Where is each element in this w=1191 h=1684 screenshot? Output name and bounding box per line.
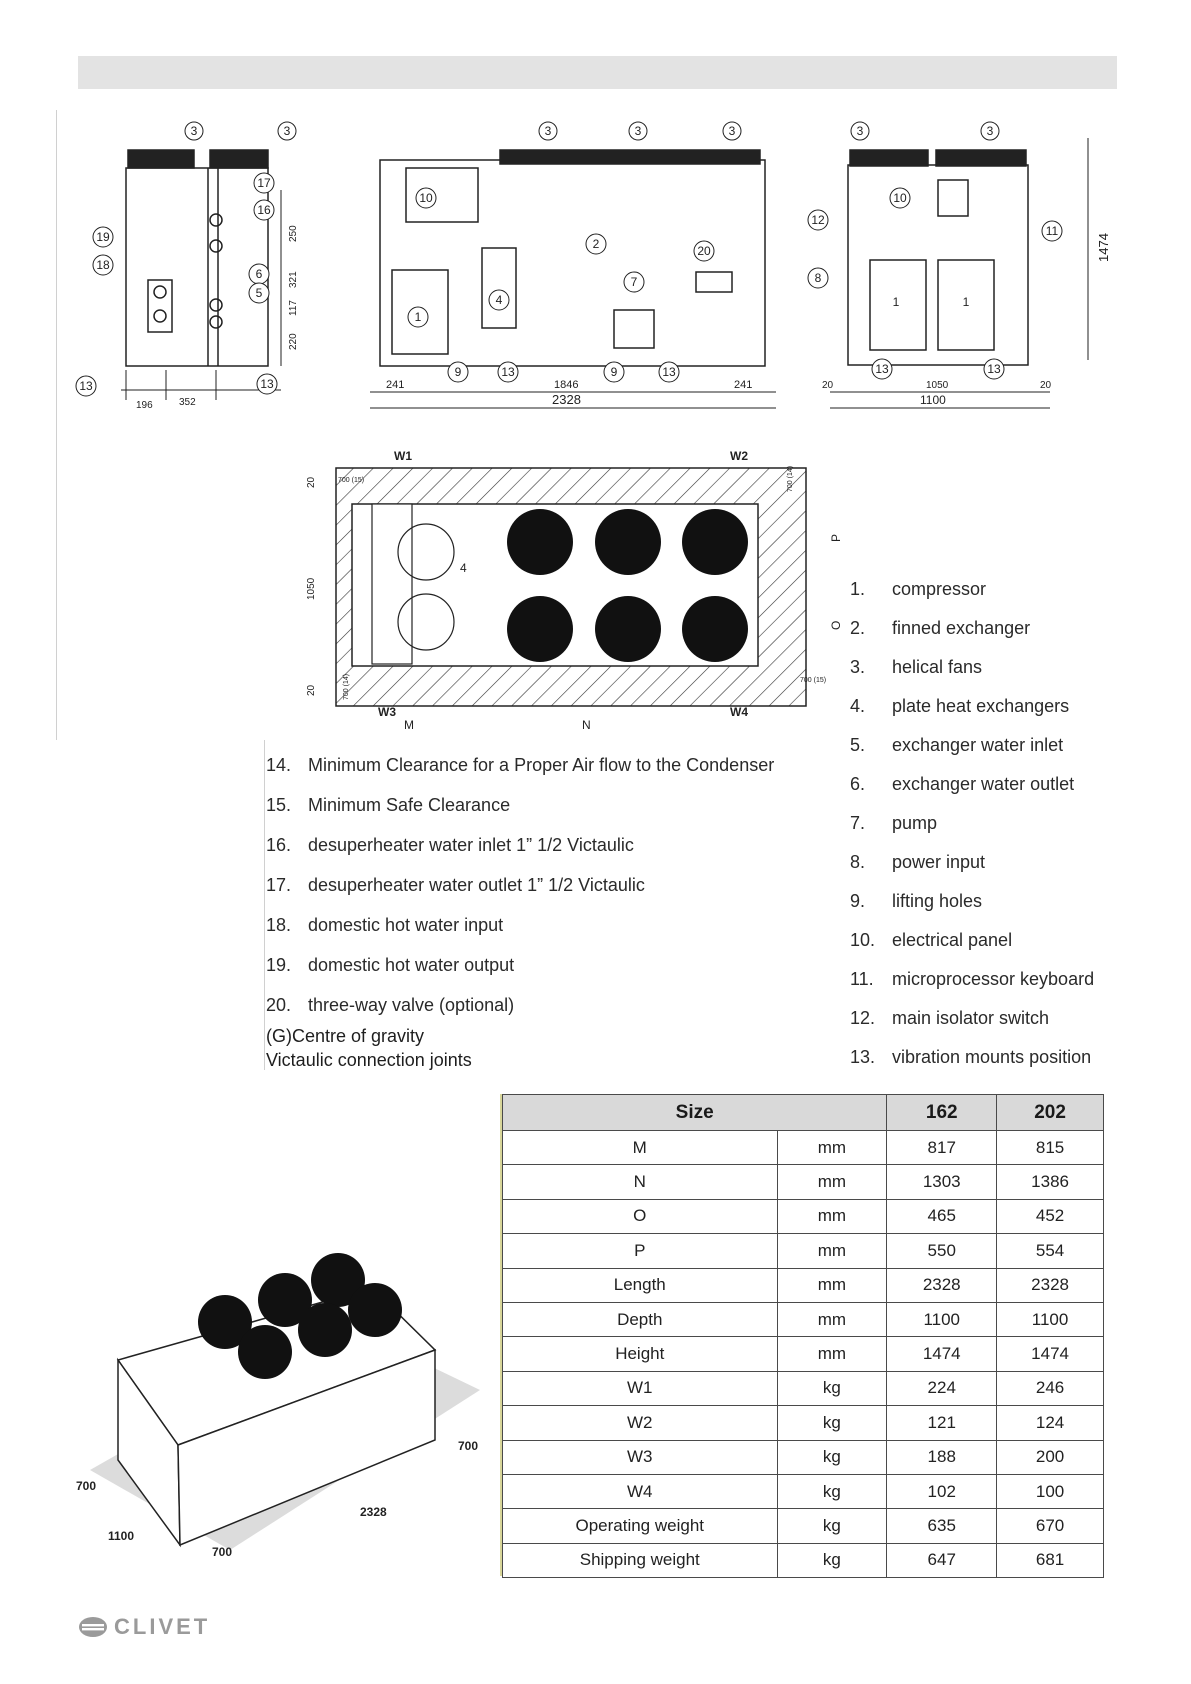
legend-component-item-number: 1. (850, 579, 866, 599)
cell-162: 817 (887, 1131, 997, 1165)
header-202: 202 (997, 1095, 1104, 1131)
cell-unit: mm (777, 1302, 887, 1336)
cell-202: 452 (997, 1199, 1104, 1233)
legend-component-item (850, 804, 1180, 843)
table-header-row (503, 1095, 1104, 1131)
legend-clearance-item (266, 865, 836, 905)
cell-unit: kg (777, 1509, 887, 1543)
label-w4: W4 (730, 705, 748, 719)
legend-component-item (850, 921, 1180, 960)
legend-clearance-item (266, 785, 836, 825)
dim-241: 241 (386, 379, 405, 391)
dim-700-14: 700 (14) (343, 673, 350, 700)
cell-name: M (503, 1131, 778, 1165)
legend-clearance-item-number: 15. (266, 794, 292, 815)
plan-view-drawing (300, 442, 860, 744)
legend-clearance-item-text: three-way valve (optional) (308, 994, 515, 1015)
legend-component-item-text: microprocessor keyboard (892, 969, 1095, 989)
logo-text: CLIVET (114, 1614, 211, 1639)
legend-components (850, 570, 1180, 1077)
cell-202: 815 (997, 1131, 1104, 1165)
cell-name: W3 (503, 1440, 778, 1474)
table-row (503, 1371, 1104, 1405)
dim-700: 700 (212, 1545, 233, 1559)
dim-1474: 1474 (1096, 233, 1111, 262)
legend-component-item-text: vibration mounts position (892, 1047, 1092, 1067)
table-row (503, 1165, 1104, 1199)
legend-clearance-item-text: domestic hot water input (308, 914, 504, 935)
cell-unit: kg (777, 1440, 887, 1474)
table-row (503, 1234, 1104, 1268)
legend-component-item-number: 2. (850, 618, 866, 638)
table-row (503, 1440, 1104, 1474)
cell-162: 102 (887, 1474, 997, 1508)
legend-clearance-item (266, 945, 836, 985)
label-m: M (404, 718, 414, 732)
dim-700-15: 700 (15) (338, 477, 365, 484)
callout-1: 1 (962, 295, 970, 309)
cell-unit: mm (777, 1234, 887, 1268)
cell-162: 224 (887, 1371, 997, 1405)
legend-clearance-item-number: 17. (266, 874, 292, 895)
callout-3: 3 (856, 124, 864, 138)
legend-component-item (850, 726, 1180, 765)
cell-unit: mm (777, 1268, 887, 1302)
left-side-view-drawing (66, 110, 306, 420)
cell-name: W2 (503, 1406, 778, 1440)
dim-1050: 1050 (306, 577, 317, 600)
legend-component-item-text: exchanger water inlet (892, 735, 1064, 755)
legend-component-item (850, 843, 1180, 882)
dim-20: 20 (306, 476, 317, 488)
legend-component-item-text: exchanger water outlet (892, 774, 1075, 794)
cell-name: Length (503, 1268, 778, 1302)
callout-11: 11 (1045, 224, 1059, 238)
cell-162: 1303 (887, 1165, 997, 1199)
cell-162: 2328 (887, 1268, 997, 1302)
table-row (503, 1337, 1104, 1371)
callout-3: 3 (634, 124, 642, 138)
legend-clearance-item-text: domestic hot water output (308, 954, 515, 975)
callout-4: 4 (495, 293, 503, 307)
callout-19: 19 (96, 230, 110, 244)
dim-20: 20 (822, 380, 834, 391)
cell-202: 124 (997, 1406, 1104, 1440)
cell-name: Shipping weight (503, 1543, 778, 1577)
callout-13: 13 (260, 377, 274, 391)
dim-20: 20 (1040, 380, 1052, 391)
dim-1100: 1100 (108, 1529, 135, 1543)
legend-clearance-item (266, 985, 836, 1025)
cell-name: P (503, 1234, 778, 1268)
page-rule (56, 110, 57, 740)
right-side-view-drawing (790, 110, 1160, 420)
legend-component-item-number: 10. (850, 930, 876, 950)
legend-component-item (850, 570, 1180, 609)
callout-13: 13 (79, 379, 93, 393)
cell-name: N (503, 1165, 778, 1199)
dim-1846: 1846 (554, 379, 579, 391)
legend-clearance-item-number: 18. (266, 914, 292, 935)
legend-component-item (850, 1038, 1180, 1077)
cell-162: 465 (887, 1199, 997, 1233)
cell-202: 1386 (997, 1165, 1104, 1199)
legend-component-item-number: 11. (850, 969, 874, 989)
legend-component-item-number: 7. (850, 813, 866, 833)
legend-component-item (850, 999, 1180, 1038)
legend-clearance-item-text: Minimum Clearance for a Proper Air flow to the Condenser (308, 754, 775, 775)
callout-5: 5 (255, 286, 263, 300)
legend-clearance-item-number: 19. (266, 954, 292, 975)
legend-rule (264, 740, 265, 1070)
legend-clearance-item-text: Minimum Safe Clearance (308, 794, 511, 815)
legend-component-item-text: lifting holes (892, 891, 983, 911)
cell-202: 2328 (997, 1268, 1104, 1302)
dim-2328: 2328 (360, 1505, 387, 1519)
callout-8: 8 (814, 271, 822, 285)
cell-202: 670 (997, 1509, 1104, 1543)
cell-202: 554 (997, 1234, 1104, 1268)
dim-20: 20 (306, 684, 317, 696)
legend-component-item (850, 960, 1180, 999)
label-w2: W2 (730, 449, 748, 463)
legend-clearances (266, 745, 836, 1025)
legend-component-item-text: compressor (892, 579, 987, 599)
callout-20: 20 (697, 244, 711, 258)
front-view-drawing (370, 110, 780, 420)
legend-component-item (850, 609, 1180, 648)
table-row (503, 1131, 1104, 1165)
dim-117: 117 (288, 300, 299, 316)
cell-202: 246 (997, 1371, 1104, 1405)
legend-component-item-number: 3. (850, 657, 866, 677)
cell-name: O (503, 1199, 778, 1233)
legend-component-item (850, 687, 1180, 726)
dim-196: 196 (136, 400, 153, 411)
callout-3: 3 (544, 124, 552, 138)
legend-component-item-number: 6. (850, 774, 866, 794)
callout-4: 4 (460, 561, 467, 575)
legend-component-item-text: power input (892, 852, 986, 872)
table-row (503, 1509, 1104, 1543)
callout-9: 9 (454, 365, 462, 379)
callout-16: 16 (257, 203, 271, 217)
legend-component-item-text: plate heat exchangers (892, 696, 1070, 716)
table-row (503, 1268, 1104, 1302)
legend-component-item (850, 648, 1180, 687)
table-row (503, 1406, 1104, 1440)
header-162: 162 (887, 1095, 997, 1131)
legend-clearance-item-text: desuperheater water inlet 1” 1/2 Victaulic (308, 834, 634, 855)
cell-unit: mm (777, 1199, 887, 1233)
label-p: P (829, 533, 843, 542)
table-row (503, 1474, 1104, 1508)
cell-name: W4 (503, 1474, 778, 1508)
cell-unit: mm (777, 1337, 887, 1371)
table-row (503, 1199, 1104, 1233)
dim-700: 700 (76, 1479, 97, 1493)
dim-352: 352 (179, 397, 196, 408)
dim-700-14: 700 (14) (787, 465, 794, 492)
callout-6: 6 (255, 267, 263, 281)
legend-component-item-number: 5. (850, 735, 866, 755)
legend-clearance-item-number: 14. (266, 754, 292, 775)
callout-7: 7 (630, 275, 638, 289)
label-o: O (829, 620, 843, 630)
cell-162: 550 (887, 1234, 997, 1268)
dim-321: 321 (288, 271, 299, 288)
dimensions-table (502, 1094, 1104, 1578)
notes (266, 1024, 472, 1072)
clivet-logo-icon (78, 1616, 108, 1638)
legend-clearance-item-number: 20. (266, 994, 292, 1015)
note-centre-of-gravity: (G)Centre of gravity (266, 1026, 425, 1046)
label-w1: W1 (394, 449, 412, 463)
callout-13: 13 (987, 362, 1001, 376)
legend-clearance-item-number: 16. (266, 834, 292, 855)
header-size: Size (503, 1095, 887, 1131)
cell-162: 188 (887, 1440, 997, 1474)
dim-1050: 1050 (926, 380, 949, 391)
cell-name: W1 (503, 1371, 778, 1405)
callout-18: 18 (96, 258, 110, 272)
callout-9: 9 (610, 365, 618, 379)
callout-13: 13 (875, 362, 889, 376)
legend-component-item (850, 882, 1180, 921)
legend-component-item-text: main isolator switch (892, 1008, 1050, 1028)
callout-3: 3 (190, 124, 198, 138)
dim-220: 220 (288, 333, 299, 350)
callout-1: 1 (414, 310, 422, 324)
table-row (503, 1302, 1104, 1336)
callout-2: 2 (592, 237, 600, 251)
cell-202: 100 (997, 1474, 1104, 1508)
legend-component-item-number: 9. (850, 891, 866, 911)
legend-component-item-number: 8. (850, 852, 866, 872)
callout-12: 12 (811, 213, 825, 227)
callout-1: 1 (892, 295, 900, 309)
cell-unit: kg (777, 1406, 887, 1440)
label-w3: W3 (378, 705, 396, 719)
dim-250: 250 (288, 225, 299, 242)
label-n: N (582, 718, 591, 732)
callout-10: 10 (893, 191, 907, 205)
header-bar (78, 56, 1117, 89)
legend-component-item-text: pump (892, 813, 938, 833)
cell-unit: mm (777, 1165, 887, 1199)
cell-unit: kg (777, 1371, 887, 1405)
legend-component-item-number: 13. (850, 1047, 876, 1067)
dim-700-15: 700 (15) (800, 677, 827, 684)
callout-13: 13 (501, 365, 515, 379)
legend-component-item (850, 765, 1180, 804)
clivet-logo (78, 1614, 210, 1640)
legend-clearance-item (266, 825, 836, 865)
cell-202: 1100 (997, 1302, 1104, 1336)
legend-clearance-item (266, 745, 836, 785)
isometric-view-drawing (70, 1240, 510, 1560)
cell-162: 1474 (887, 1337, 997, 1371)
callout-13: 13 (662, 365, 676, 379)
legend-component-item-number: 12. (850, 1008, 876, 1028)
cell-162: 647 (887, 1543, 997, 1577)
legend-component-item-text: finned exchanger (892, 618, 1031, 638)
callout-3: 3 (283, 124, 291, 138)
legend-clearance-item (266, 905, 836, 945)
callout-10: 10 (419, 191, 433, 205)
cell-unit: kg (777, 1474, 887, 1508)
dim-700: 700 (458, 1439, 479, 1453)
cell-162: 1100 (887, 1302, 997, 1336)
cell-202: 681 (997, 1543, 1104, 1577)
legend-component-item-number: 4. (850, 696, 866, 716)
callout-17: 17 (257, 176, 271, 190)
dim-241: 241 (734, 379, 753, 391)
legend-component-item-text: electrical panel (892, 930, 1013, 950)
note-victaulic: Victaulic connection joints (266, 1050, 472, 1070)
cell-name: Depth (503, 1302, 778, 1336)
cell-162: 121 (887, 1406, 997, 1440)
callout-3: 3 (986, 124, 994, 138)
table-row (503, 1543, 1104, 1577)
cell-202: 1474 (997, 1337, 1104, 1371)
cell-unit: kg (777, 1543, 887, 1577)
legend-component-item-text: helical fans (892, 657, 983, 677)
cell-162: 635 (887, 1509, 997, 1543)
cell-unit: mm (777, 1131, 887, 1165)
dim-1100: 1100 (920, 393, 946, 407)
cell-name: Height (503, 1337, 778, 1371)
callout-3: 3 (728, 124, 736, 138)
legend-clearance-item-text: desuperheater water outlet 1” 1/2 Victaulic (308, 874, 645, 895)
dim-2328: 2328 (552, 392, 581, 407)
cell-202: 200 (997, 1440, 1104, 1474)
cell-name: Operating weight (503, 1509, 778, 1543)
